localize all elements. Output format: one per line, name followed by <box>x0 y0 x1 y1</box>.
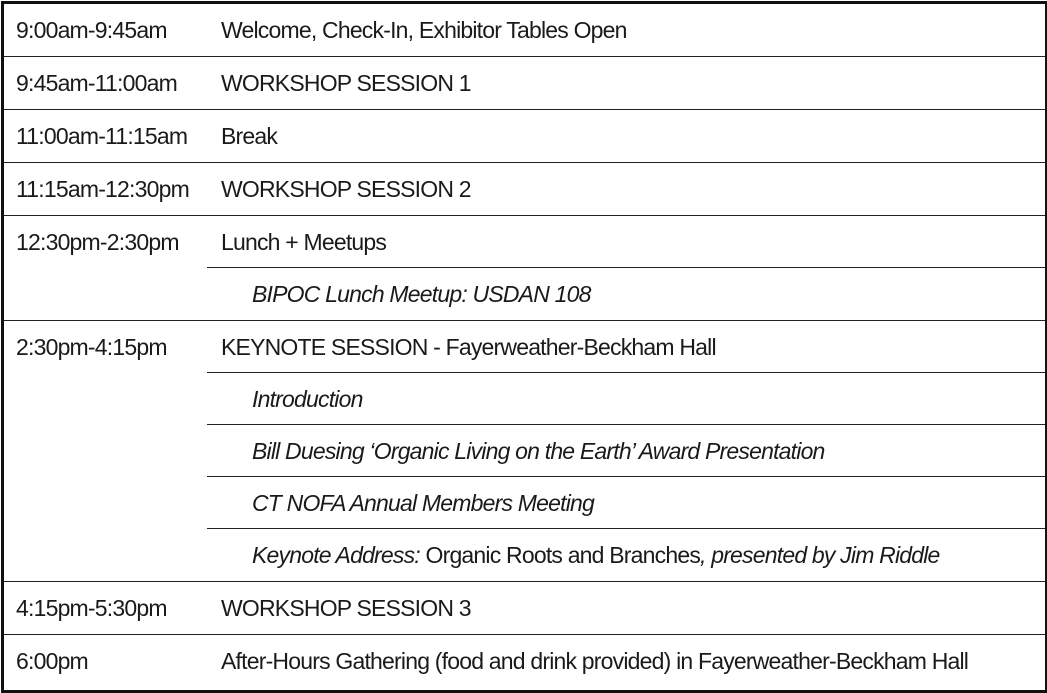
event-cell <box>207 4 1045 56</box>
schedule-row <box>4 635 1045 687</box>
schedule-row <box>4 582 1045 635</box>
event-label: After-Hours Gathering (food and drink provided) in Fayerweather-Beckham Hall <box>221 648 969 674</box>
schedule-row <box>4 163 1045 216</box>
sub-event-label: BIPOC Lunch Meetup: USDAN 108 <box>252 281 591 307</box>
event-label: Welcome, Check-In, Exhibitor Tables Open <box>221 17 627 43</box>
time-cell: 9:00am-9:45am <box>16 17 167 43</box>
schedule-table <box>1 1 1047 693</box>
event-label: WORKSHOP SESSION 1 <box>221 70 471 96</box>
event-cell <box>207 57 1045 109</box>
event-cell <box>207 321 1045 581</box>
time-cell: 4:15pm-5:30pm <box>16 595 167 621</box>
schedule-row <box>4 4 1045 57</box>
sub-event-label: Bill Duesing ‘Organic Living on the Earth’ Award Presentation <box>207 425 1045 477</box>
sub-event-label: Introduction <box>207 373 1045 425</box>
time-cell: 11:15am-12:30pm <box>16 176 189 202</box>
keynote-presenter: , presented by Jim Riddle <box>700 542 940 568</box>
keynote-address-line <box>207 529 1045 581</box>
event-cell <box>207 163 1045 215</box>
time-cell: 11:00am-11:15am <box>16 123 188 149</box>
event-label: WORKSHOP SESSION 2 <box>221 176 471 202</box>
time-cell: 12:30pm-2:30pm <box>16 229 179 255</box>
schedule-row <box>4 57 1045 110</box>
event-label: Break <box>221 123 278 149</box>
time-cell: 6:00pm <box>16 648 88 674</box>
event-cell <box>207 635 1045 687</box>
event-label: KEYNOTE SESSION - Fayerweather-Beckham Hall <box>207 321 1045 373</box>
schedule-row <box>4 216 1045 321</box>
event-cell <box>207 582 1045 634</box>
event-label: Lunch + Meetups <box>207 216 1045 268</box>
time-cell: 2:30pm-4:15pm <box>16 334 167 360</box>
keynote-title: Organic Roots and Branches <box>419 542 701 568</box>
event-cell <box>207 216 1045 320</box>
schedule-row <box>4 110 1045 163</box>
schedule-row <box>4 321 1045 582</box>
keynote-prefix: Keynote Address: <box>252 542 420 568</box>
event-cell <box>207 110 1045 162</box>
event-label: WORKSHOP SESSION 3 <box>221 595 471 621</box>
time-cell: 9:45am-11:00am <box>16 70 177 96</box>
sub-event-label: CT NOFA Annual Members Meeting <box>207 477 1045 529</box>
